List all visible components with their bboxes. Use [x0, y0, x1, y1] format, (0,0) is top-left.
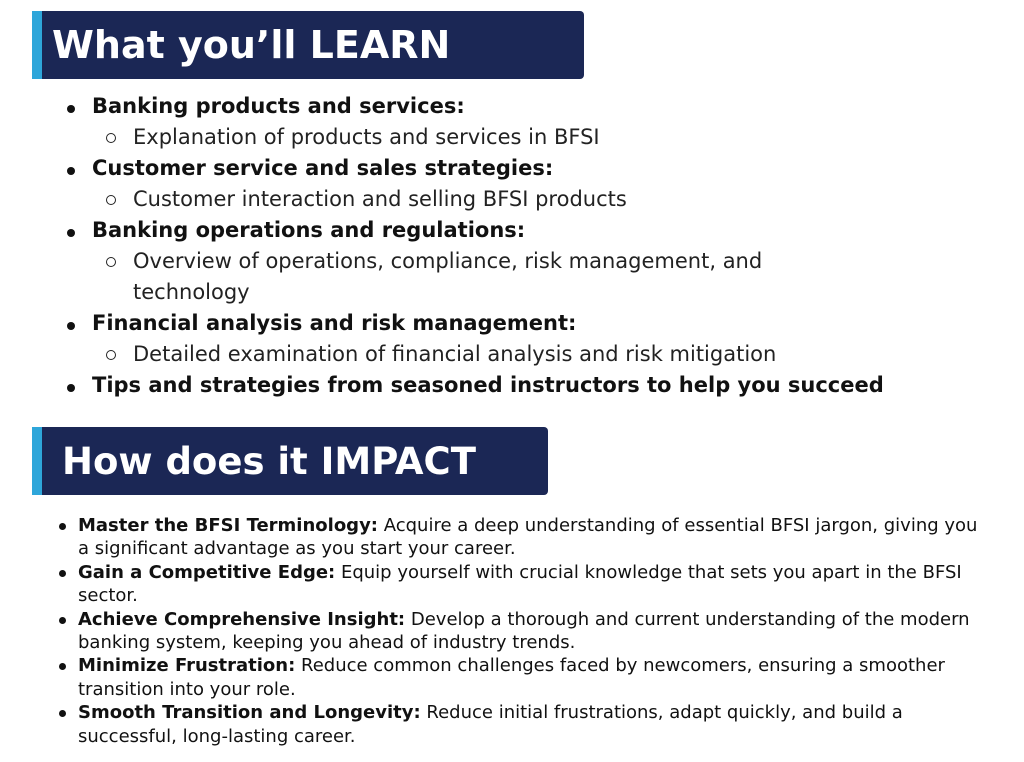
- impact-item-label: Master the BFSI Terminology:: [78, 515, 378, 536]
- impact-item-label: Achieve Comprehensive Insight:: [78, 608, 406, 630]
- learn-item: [64, 91, 984, 153]
- impact-item-text: Equip yourself with crucial knowledge that sets you apart in the BFSI sector.: [78, 561, 962, 607]
- impact-item-label: Minimize Frustration:: [78, 655, 296, 677]
- impact-section-heading: [32, 427, 548, 495]
- learn-item: [64, 370, 984, 401]
- impact-item: [56, 608, 981, 655]
- impact-item: [56, 654, 981, 701]
- impact-list: [56, 514, 981, 748]
- learn-item: [64, 308, 984, 370]
- impact-item: [56, 514, 981, 561]
- learn-item: [64, 153, 984, 215]
- learn-item-heading: Tips and strategies from seasoned instructors to help you succeed: [92, 373, 884, 397]
- learn-section-title: What you’ll LEARN: [52, 23, 451, 67]
- learn-item-heading: Banking operations and regulations:: [92, 218, 526, 242]
- impact-item-text: Develop a thorough and current understanding of the modern banking system, keeping you ahead of industry trends.: [78, 608, 970, 654]
- learn-item: [64, 215, 984, 308]
- impact-item: [56, 561, 981, 608]
- impact-section-title: How does it IMPACT: [62, 439, 476, 483]
- learn-item-detail: Detailed examination of financial analysis and risk mitigation: [104, 339, 878, 370]
- impact-item-text: Reduce initial frustrations, adapt quickly, and build a successful, long-lasting career.: [78, 702, 903, 747]
- impact-item-text: Acquire a deep understanding of essential BFSI jargon, giving you a significant advantage as you start your career.: [78, 515, 978, 560]
- learn-item-heading: Banking products and services:: [92, 94, 465, 118]
- learn-item-detail: Explanation of products and services in BFSI: [104, 122, 878, 153]
- learn-item-heading: Financial analysis and risk management:: [92, 311, 577, 335]
- impact-item-text: Reduce common challenges faced by newcomers, ensuring a smoother transition into your role.: [78, 655, 945, 700]
- learn-list: [64, 91, 984, 401]
- learn-item-detail: Overview of operations, compliance, risk management, and technology: [104, 246, 878, 308]
- learn-section-heading: [32, 11, 584, 79]
- learn-item-detail: Customer interaction and selling BFSI products: [104, 184, 878, 215]
- impact-item-label: Smooth Transition and Longevity:: [78, 702, 421, 724]
- impact-item-label: Gain a Competitive Edge:: [78, 561, 336, 583]
- learn-item-heading: Customer service and sales strategies:: [92, 156, 554, 180]
- impact-item: [56, 701, 981, 748]
